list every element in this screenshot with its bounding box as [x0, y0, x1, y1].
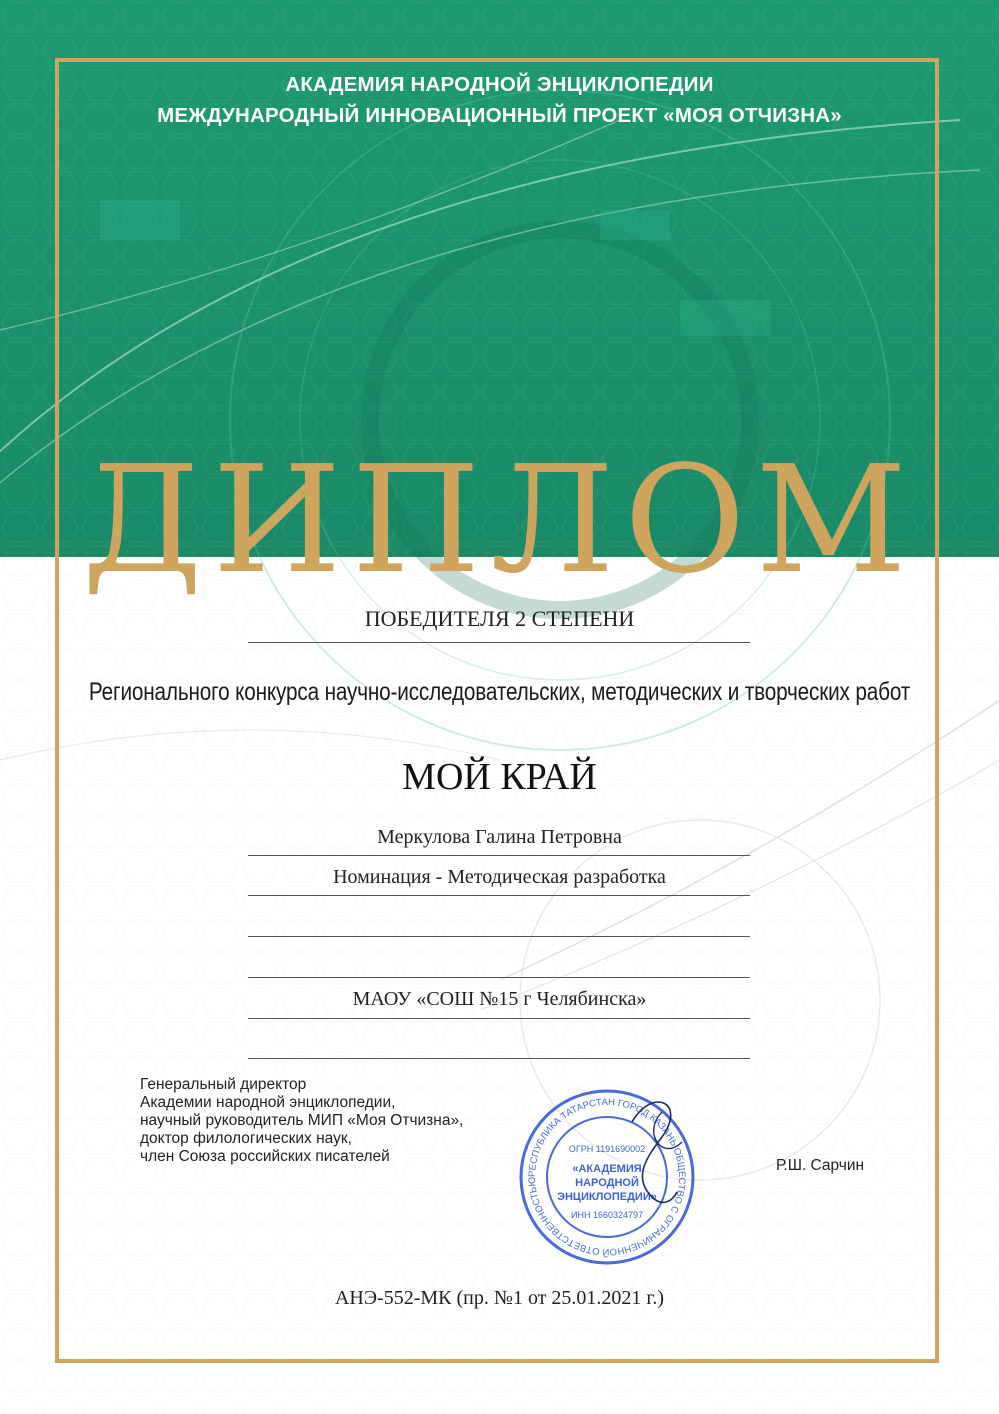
stamp-inn: ИНН 1660324797: [570, 1210, 644, 1220]
signature-line: научный руководитель МИП «Моя Отчизна»,: [140, 1112, 464, 1129]
signature-line: Генеральный директор: [140, 1076, 307, 1093]
stamp-ring-text: РЕСПУБЛИКА ТАТАРСТАН ГОРОД КАЗАНЬ ОБЩЕСТВО С ОГРАНИЧЕННОЙ ОТВЕТСТВЕННОСТЬЮ: [526, 1096, 688, 1258]
divider-line: [248, 855, 750, 856]
divider-line: [248, 1058, 750, 1059]
stamp-center-line2: НАРОДНОЙ: [575, 1177, 639, 1189]
stamp-center-line1: «АКАДЕМИЯ: [572, 1163, 642, 1175]
divider-line: [248, 936, 750, 937]
signature-line: доктор филологических наук,: [140, 1130, 352, 1147]
signature-line: Академии народной энциклопедии,: [140, 1094, 396, 1111]
official-stamp: [512, 1082, 702, 1272]
divider-line: [248, 977, 750, 978]
divider-line: [248, 1018, 750, 1019]
degree-text: ПОБЕДИТЕЛЯ 2 СТЕПЕНИ: [364, 606, 635, 631]
signature-block: [140, 1076, 463, 1166]
contest-description: Регионального конкурса научно-исследовательских, методических и творческих работ: [88, 678, 911, 706]
divider-line: [248, 895, 750, 896]
recipient-name: Меркулова Галина Петровна: [377, 826, 622, 848]
stamp-center-line3: ЭНЦИКЛОПЕДИИ»: [557, 1191, 657, 1203]
divider-line: [248, 642, 750, 643]
nomination-text: Номинация - Методическая разработка: [333, 866, 666, 888]
signer-name: Р.Ш. Сарчин: [776, 1157, 865, 1174]
stamp-ogrn: ОГРН 1191690002: [568, 1144, 646, 1154]
header-project: МЕЖДУНАРОДНЫЙ ИННОВАЦИОННЫЙ ПРОЕКТ «МОЯ ОТЧИЗНА»: [157, 104, 842, 127]
signature-line: член Союза российских писателей: [140, 1148, 390, 1165]
header-academy: АКАДЕМИЯ НАРОДНОЙ ЭНЦИКЛОПЕДИИ: [285, 73, 714, 96]
registration-number: АНЭ-552-МК (пр. №1 от 25.01.2021 г.): [334, 1287, 665, 1309]
diploma-title: ДИПЛОМ: [82, 434, 917, 606]
organization-text: МАОУ «СОШ №15 г Челябинска»: [352, 988, 647, 1010]
contest-name: МОЙ КРАЙ: [402, 756, 597, 798]
